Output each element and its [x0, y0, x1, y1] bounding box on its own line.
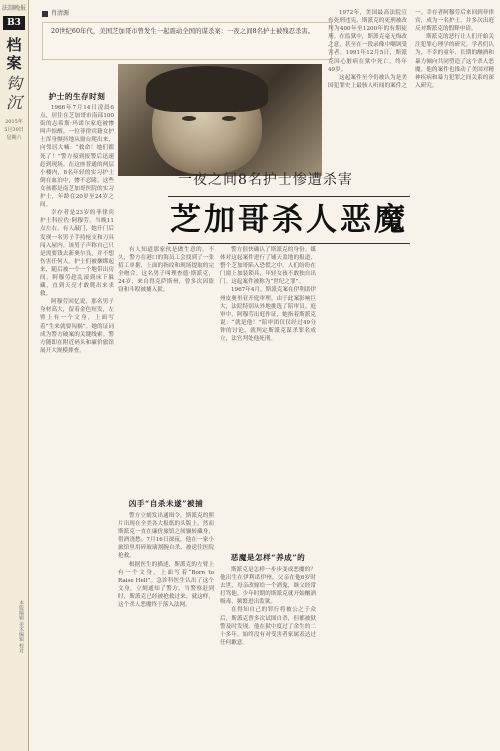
- paragraph: 警方很快确认了斯派克的身份。媒体对这起案件进行了铺天盖地的报道，整个芝加哥陷入恐慌之中。人们纷纷在门窗上加装锁具，年轻女孩不敢独自出门。这起案件被称为“世纪之罪”。: [220, 247, 316, 286]
- paragraph: 有人知道那家伙是做生意的。不久，警方在港口的海员工会找到了一张招工单据，上面的指纹和现场提取的完全吻合。这名男子叫理查德·斯派克，24岁，来自得克萨斯州，曾多次因盗窃和斗殴被捕入狱。: [118, 247, 214, 294]
- article: [32, 0, 500, 751]
- suspect-photo: [118, 64, 322, 176]
- section-heading-2: 凶手“自杀未遂”被捕: [128, 499, 204, 508]
- author-byline: [42, 9, 102, 19]
- paragraph: 斯派克是怎样一步步变成恶魔的？他出生在伊利诺伊州，父亲在他6岁时去世，母亲改嫁给一个酒鬼，继父经常打骂他。少年时期的斯派克就开始酗酒吸毒，频繁进出监狱。: [220, 567, 316, 606]
- paragraph: 1967年4月，斯派克案在伊利诺伊州皮奥里亚开庭审理。由于此案影响巨大，法院特别从外地挑选了陪审员。庭审中，阿穆劳出庭作证，她指着斯派克说：“就是他！”陪审团仅仅经过49分钟的讨论，就判定斯派克谋杀罪名成立，法官判处他死刑。: [220, 287, 316, 343]
- paragraph: 警方立刻发出通缉令，斯派克的照片出现在全美各大报纸的头版上。然而斯派克一直在廉价旅馆之间辗转藏身，借酒浇愁。7月16日深夜，他在一家小旅馆里用碎玻璃割腕自杀，被送往医院抢救。: [118, 513, 214, 560]
- paragraph: 1966年7月14日凌晨6点，居住在芝加哥市南部100街的志希斯·玛诺尔家庭被惨叫声惊醒。一位菲律宾籍女护士浑身颤抖地从窗台爬出来，向邻居大喊：“救命！她们都死了！”警方接到报警后迅速赶到现场。在这座普通的两层小楼内，8名年轻的实习护士倒在血泊中，惨不忍睹。这些女孩都是南芝加哥医院的实习护士，年龄在20岁至24岁之间。: [40, 105, 114, 209]
- section-heading-3: 恶魔是怎样“养成”的: [230, 553, 306, 562]
- paragraph: 斯派克的恶行让人们开始关注犯罪心理学的研究。学者们认为，不幸的童年、长期的酗酒和暴力倾向共同塑造了这个杀人恶魔。他的案件也推动了美国对精神疾病和暴力犯罪之间关系的深入研究。: [415, 34, 494, 89]
- issue-date: [0, 118, 28, 142]
- article-column-1: [40, 104, 114, 744]
- paragraph: 1972年，美国最高法院宣布死刑违宪，斯派克的死刑被改判为400年至1200年的有期徒刑。在监狱中，斯派克毫无悔改之意，甚至在一段录像中嘲讽受害者。1991年12月5日，斯派克因心脏病在狱中死亡，终年49岁。: [328, 10, 407, 73]
- page-number: B3: [3, 16, 25, 30]
- editor-credits: 本版编辑 美术编辑 校对: [18, 600, 24, 654]
- section-sidebar: [0, 0, 29, 751]
- photo-hair: [146, 66, 268, 112]
- paragraph: 阿穆劳回忆说，那名男子身材高大，留着金色短发，左臂上有一个文身，上面写着“生来就要闯祸”。她的证词成为警方破案的关键线索。警方随即在附近码头和廉价旅馆展开大规模排查。: [40, 299, 114, 354]
- section-subtitle: 钩沉: [5, 74, 22, 112]
- paragraph: 幸存者是23岁的菲律宾护士科拉佐·阿穆劳。当晚11点左右，有人敲门，她开门后发现一名男子手持枪支和刀具闯入屋内。该男子声称自己只是需要钱去新奥尔良，并不想伤害任何人。护士们被捆绑起来，随后被一个一个地带出房间。阿穆劳趁乱滚到床下躲藏，直到天亮才敢爬出来求救。: [40, 210, 114, 298]
- paragraph: 根据医生的描述，斯派克的左臂上有一个文身，上面写着“Born to Raise Hell”。急诊科医生认出了这个文身，立刻通知了警方。当警察赶到时，斯派克已经被抢救过来。就这样，这个杀人恶魔终于落入法网。: [118, 561, 214, 609]
- date-weekday: 星期六: [6, 135, 22, 141]
- article-column-3b: [220, 566, 316, 744]
- paragraph: 这起案件至今仍被认为是美国犯罪史上最骇人听闻的案件之一。幸存者阿穆劳后来回到菲律宾，成为一名护士，并多次出庭反对斯派克的假释申请。: [328, 10, 494, 89]
- sub-headline: 一夜之间8名护士惨遭杀害: [178, 172, 353, 188]
- article-column-3: [220, 246, 316, 546]
- date-day: 5月30日: [4, 127, 24, 133]
- newspaper-name: 法制晚报: [1, 5, 26, 12]
- section-title: 档案: [6, 36, 22, 72]
- article-column-2b: [118, 512, 214, 744]
- paragraph: 在得知自己的罪行将被公之于众后，斯派克曾多次试图自杀，但都被狱警及时发现。他在狱中度过了余生的二十多年，始终没有对受害者家属表达过任何歉意。: [220, 607, 316, 646]
- article-column-4: [328, 9, 494, 744]
- photo-eye-right: [222, 116, 236, 121]
- headline: 芝加哥杀人恶魔: [168, 196, 410, 244]
- date-year: 2015年: [5, 119, 23, 125]
- byline-square-icon: [42, 11, 48, 17]
- article-lead: 20世纪60年代，美国芝加哥市曾发生一起震动全国的谋杀案：一夜之间8名护士被残忍杀害。: [42, 22, 332, 60]
- photo-eye-left: [182, 116, 196, 121]
- article-column-2: [118, 246, 214, 494]
- section-heading-1: 护士的生存时刻: [48, 92, 106, 101]
- author-name: 肖清源: [51, 10, 70, 17]
